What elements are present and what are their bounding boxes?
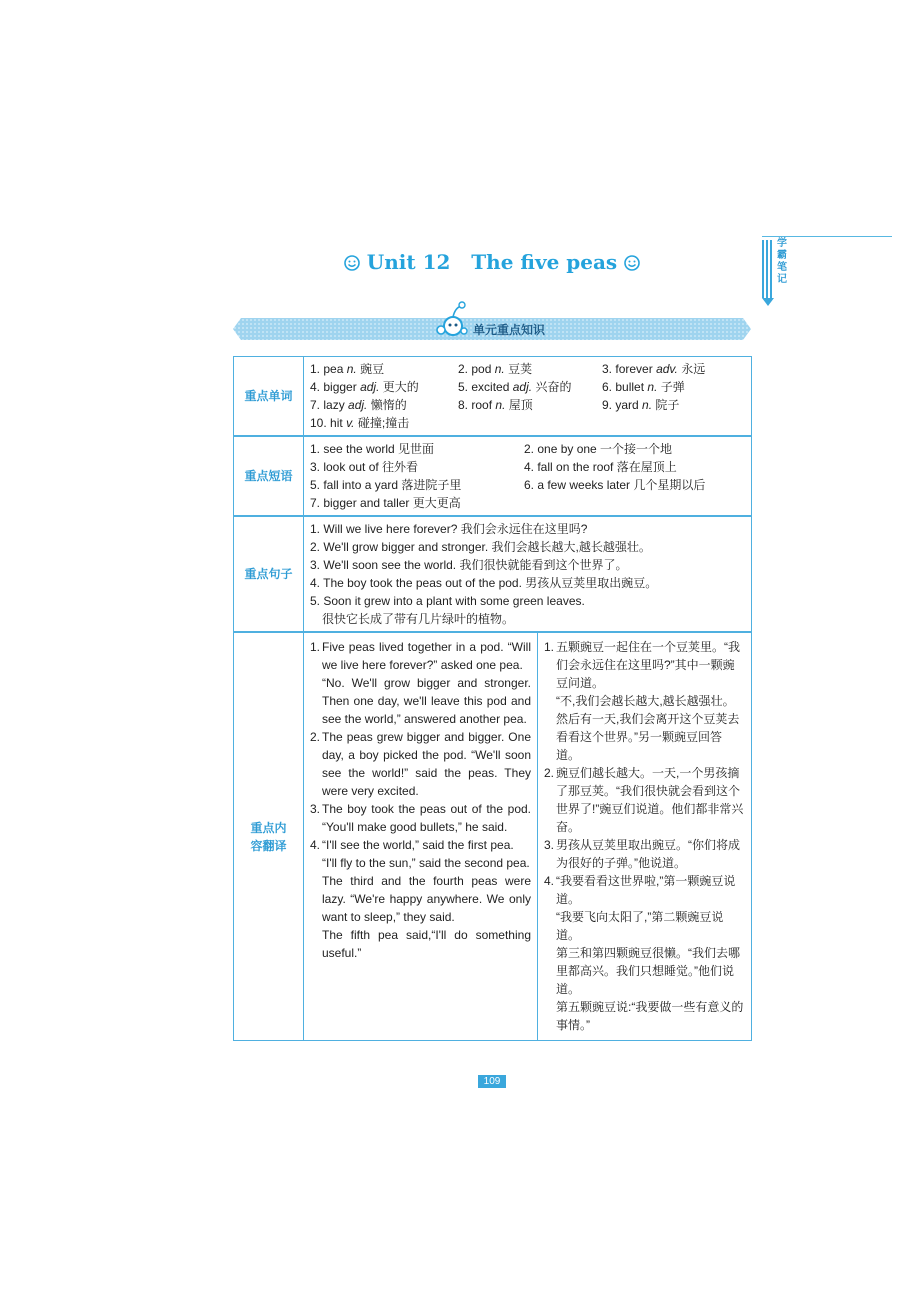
word-entry bbox=[458, 378, 602, 396]
words-row bbox=[234, 357, 752, 437]
mascot-icon bbox=[431, 300, 471, 340]
word-term: pod bbox=[471, 362, 492, 376]
word-pos: adj. bbox=[348, 398, 368, 412]
word-meaning: 院子 bbox=[655, 398, 680, 412]
page-number: 109 bbox=[478, 1075, 506, 1088]
words-cell bbox=[304, 357, 752, 437]
chinese-paragraph: “不,我们会越长越大,越长越强壮。然后有一天,我们会离开这个豆荚去看看这个世界。”另一颗豌豆回答道。 bbox=[556, 694, 740, 762]
unit-title-bar bbox=[233, 250, 751, 274]
word-entry bbox=[310, 360, 458, 378]
word-pos: adj. bbox=[360, 380, 380, 394]
word-number: 10. bbox=[310, 416, 327, 430]
sentence-translation: 很快它长成了带有几片绿叶的植物。 bbox=[322, 612, 515, 626]
chinese-paragraph: “我要看看这世界啦,”第一颗豌豆说道。 bbox=[556, 874, 736, 906]
phrase-item: 3. look out of 往外看 bbox=[310, 460, 419, 474]
english-item-number: 2. bbox=[310, 730, 321, 744]
phrase-item: 5. fall into a yard 落进院子里 bbox=[310, 478, 462, 492]
word-entry bbox=[602, 360, 742, 378]
word-meaning: 子弹 bbox=[660, 380, 685, 394]
english-paragraph: “I'll fly to the sun,” said the second pea. bbox=[322, 856, 530, 870]
chinese-paragraph: 第三和第四颗豌豆很懒。“我们去哪里都高兴。我们只想睡觉。”他们说道。 bbox=[556, 946, 740, 996]
word-term: bullet bbox=[615, 380, 645, 394]
words-label: 重点单词 bbox=[234, 357, 304, 437]
pencil-icon bbox=[762, 240, 774, 298]
english-item bbox=[310, 836, 531, 962]
phrases-cell bbox=[304, 436, 752, 516]
translation-label bbox=[234, 632, 304, 1041]
chinese-paragraph: 第五颗豌豆说:“我要做一些有意义的事情。” bbox=[556, 1000, 744, 1032]
words-grid bbox=[310, 360, 745, 432]
notes-side-tab bbox=[762, 236, 788, 306]
sentences-cell bbox=[304, 516, 752, 632]
side-tab-label: 学霸笔记 bbox=[777, 238, 787, 285]
sentence-item: 1. Will we live here forever? 我们会永远住在这里吗? bbox=[310, 522, 588, 536]
word-pos: n. bbox=[494, 362, 505, 376]
english-paragraph: “No. We'll grow bigger and stronger. Then one day, we'll leave this pod and see the world,” answered another pea. bbox=[322, 676, 531, 726]
chinese-paragraph: “我要飞向太阳了,”第二颗豌豆说道。 bbox=[556, 910, 724, 942]
chinese-paragraph: 豌豆们越长越大。一天,一个男孩摘了那豆荚。“我们很快就会看到这个世界了!”豌豆们说道。他们都非常兴奋。 bbox=[556, 766, 744, 834]
word-term: roof bbox=[471, 398, 493, 412]
word-term: hit bbox=[330, 416, 343, 430]
sentences-label: 重点句子 bbox=[234, 516, 304, 632]
word-number: 4. bbox=[310, 380, 321, 394]
phrases-label: 重点短语 bbox=[234, 436, 304, 516]
chinese-item-number: 1. bbox=[544, 640, 555, 654]
word-pos: n. bbox=[647, 380, 658, 394]
english-text-cell bbox=[304, 632, 538, 1041]
word-term: pea bbox=[323, 362, 344, 376]
english-item bbox=[310, 800, 531, 836]
english-item bbox=[310, 638, 531, 728]
word-number: 2. bbox=[458, 362, 469, 376]
chinese-item bbox=[544, 764, 745, 836]
translation-label-line1: 重点内 bbox=[250, 820, 287, 835]
word-entry bbox=[458, 360, 602, 378]
word-pos: adv. bbox=[656, 362, 678, 376]
chinese-item bbox=[544, 638, 745, 764]
phrase-item: 4. fall on the roof 落在屋顶上 bbox=[524, 460, 677, 474]
chinese-item bbox=[544, 836, 745, 872]
word-meaning: 豆荚 bbox=[508, 362, 533, 376]
word-meaning: 懒惰的 bbox=[370, 398, 407, 412]
chinese-item-number: 4. bbox=[544, 874, 555, 888]
phrase-item: 1. see the world 见世面 bbox=[310, 442, 435, 456]
word-meaning: 兴奋的 bbox=[535, 380, 572, 394]
word-number: 5. bbox=[458, 380, 469, 394]
chinese-item-number: 2. bbox=[544, 766, 555, 780]
word-term: bigger bbox=[323, 380, 357, 394]
section-banner bbox=[233, 318, 751, 340]
english-item bbox=[310, 728, 531, 800]
knowledge-table bbox=[233, 356, 752, 1041]
word-meaning: 更大的 bbox=[382, 380, 419, 394]
sentence-item: 4. The boy took the peas out of the pod. 男孩从豆荚里取出豌豆。 bbox=[310, 576, 658, 590]
word-entry bbox=[310, 378, 458, 396]
word-number: 7. bbox=[310, 398, 321, 412]
phrase-item: 7. bigger and taller 更大更高 bbox=[310, 496, 461, 510]
english-paragraph: Five peas lived together in a pod. “Will we live here forever?” asked one pea. bbox=[322, 640, 531, 672]
english-paragraphs bbox=[310, 638, 531, 962]
sentence-item: 3. We'll soon see the world. 我们很快就能看到这个世界了。 bbox=[310, 558, 628, 572]
word-term: lazy bbox=[323, 398, 345, 412]
smiley-icon bbox=[344, 255, 360, 271]
phrase-item: 6. a few weeks later 几个星期以后 bbox=[524, 478, 706, 492]
word-number: 1. bbox=[310, 362, 321, 376]
chinese-item bbox=[544, 872, 745, 1034]
word-number: 9. bbox=[602, 398, 613, 412]
english-paragraph: The peas grew bigger and bigger. One day, a boy picked the pod. “We'll soon see the world!” said the peas. They were very excited. bbox=[322, 730, 531, 798]
chinese-paragraph: 男孩从豆荚里取出豌豆。“你们将成为很好的子弹。”他说道。 bbox=[556, 838, 740, 870]
chinese-item-number: 3. bbox=[544, 838, 555, 852]
word-pos: adj. bbox=[512, 380, 533, 394]
page-title: Unit 12 The five peas bbox=[366, 250, 618, 274]
word-pos: n. bbox=[346, 362, 357, 376]
word-term: forever bbox=[615, 362, 653, 376]
phrases-row bbox=[234, 436, 752, 516]
word-number: 6. bbox=[602, 380, 613, 394]
chinese-paragraphs bbox=[544, 638, 745, 1034]
word-meaning: 屋顶 bbox=[508, 398, 533, 412]
word-entry bbox=[602, 396, 742, 414]
word-number: 3. bbox=[602, 362, 613, 376]
chinese-paragraph: 五颗豌豆一起住在一个豆荚里。“我们会永远住在这里吗?”其中一颗豌豆问道。 bbox=[556, 640, 740, 690]
translation-row bbox=[234, 632, 752, 1041]
english-paragraph: The boy took the peas out of the pod. “You'll make good bullets,” he said. bbox=[322, 802, 531, 834]
english-item-number: 4. bbox=[310, 838, 321, 852]
english-paragraph: “I'll see the world,” said the first pea. bbox=[322, 838, 514, 852]
sentences-list bbox=[310, 520, 745, 610]
word-pos: n. bbox=[495, 398, 506, 412]
chinese-text-cell bbox=[538, 632, 752, 1041]
word-meaning: 豌豆 bbox=[360, 362, 385, 376]
sentences-row bbox=[234, 516, 752, 632]
word-term: excited bbox=[471, 380, 510, 394]
word-entry bbox=[458, 396, 602, 414]
sentence-item: 2. We'll grow bigger and stronger. 我们会越长越大,越长越强壮。 bbox=[310, 540, 651, 554]
word-meaning: 永远 bbox=[681, 362, 706, 376]
word-pos: v. bbox=[346, 416, 355, 430]
translation-label-line2: 容翻译 bbox=[250, 838, 287, 853]
english-item-number: 3. bbox=[310, 802, 321, 816]
phrases-grid bbox=[310, 440, 745, 512]
word-entry bbox=[310, 396, 458, 414]
smiley-icon bbox=[624, 255, 640, 271]
word-term: yard bbox=[615, 398, 639, 412]
word-meaning: 碰撞;撞击 bbox=[357, 416, 410, 430]
phrase-item: 2. one by one 一个接一个地 bbox=[524, 442, 673, 456]
banner-label: 单元重点知识 bbox=[473, 323, 546, 337]
sentence-item: 5. Soon it grew into a plant with some green leaves. bbox=[310, 594, 585, 608]
word-pos: n. bbox=[642, 398, 653, 412]
english-paragraph: The fifth pea said,“I'll do something useful.” bbox=[322, 928, 531, 960]
word-entry bbox=[310, 414, 458, 432]
english-paragraph: The third and the fourth peas were lazy. “We're happy anywhere. We only want to sleep,” they said. bbox=[322, 874, 531, 924]
word-number: 8. bbox=[458, 398, 469, 412]
word-entry bbox=[602, 378, 742, 396]
english-item-number: 1. bbox=[310, 640, 321, 654]
